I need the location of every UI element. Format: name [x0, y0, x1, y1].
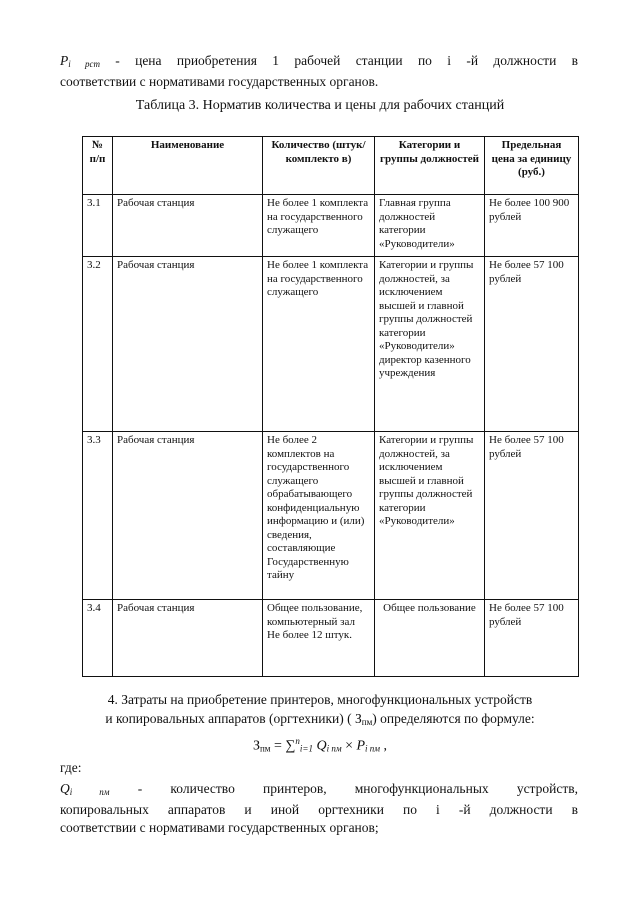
formula-sum-sign: ∑: [285, 738, 296, 754]
header-quantity: Количество (штук/комплекто в): [263, 137, 375, 195]
cell-price: Не более 57 100 рублей: [485, 600, 579, 677]
cell-num: 3.2: [83, 257, 113, 432]
section-4-line-2-end: ) определяются по формуле:: [372, 711, 535, 726]
cell-price: Не более 100 900 рублей: [485, 195, 579, 257]
bottom-paragraph: [60, 780, 578, 837]
top-paragraph: [60, 52, 578, 91]
bottom-paragraph-line-2: копировальных аппаратов и иной оргтехники по i -й должности в: [60, 802, 578, 817]
cell-name: Рабочая станция: [113, 432, 263, 600]
formula-p-sub: i пм: [365, 743, 381, 754]
top-paragraph-line-1-text: - цена приобретения 1 рабочей станции по i -й должности в: [99, 53, 578, 68]
table-caption: Таблица 3. Норматив количества и цены для рабочих станций: [135, 98, 505, 113]
table-row: [83, 600, 579, 677]
top-paragraph-line-2: соответствии с нормативами государственных органов.: [60, 74, 379, 89]
cell-name: Рабочая станция: [113, 600, 263, 677]
formula-end: ,: [380, 738, 388, 754]
price-symbol-subscript: i рст: [68, 59, 100, 69]
cell-categories: Главная группа должностей категории «Руководители»: [375, 195, 485, 257]
formula-lhs: З: [252, 738, 260, 754]
section-4-subscript: пм: [361, 717, 373, 727]
table-row: [83, 257, 579, 432]
quantity-symbol: Q: [60, 781, 70, 796]
cell-quantity: Не более 2 комплектов на государственного служащего обрабатывающего конфиденциальную информацию и (или) сведения, составляющие Государственную тайну: [263, 432, 375, 600]
cell-name: Рабочая станция: [113, 257, 263, 432]
bottom-paragraph-line-1-text: - количество принтеров, многофункциональных устройств,: [109, 781, 578, 796]
norm-table: [82, 136, 579, 677]
formula-p: P: [356, 738, 366, 754]
formula-lhs-sub: пм: [259, 743, 271, 754]
bottom-paragraph-line-3: соответствии с нормативами государственных органов;: [60, 820, 379, 835]
formula-q: Q: [316, 738, 327, 754]
cell-num: 3.1: [83, 195, 113, 257]
formula: [0, 736, 640, 755]
header-price: Предельная цена за единицу (руб.): [485, 137, 579, 195]
price-symbol: P: [60, 53, 69, 68]
cell-quantity: Общее пользование, компьютерный зал Не более 12 штук.: [263, 600, 375, 677]
quantity-symbol-subscript: i пм: [69, 787, 110, 797]
header-name: Наименование: [113, 137, 263, 195]
cell-price: Не более 57 100 рублей: [485, 432, 579, 600]
cell-categories: Общее пользование: [375, 600, 485, 677]
table-row: [83, 432, 579, 600]
formula-sum-sup: n: [295, 736, 300, 746]
header-num: № п/п: [83, 137, 113, 195]
cell-quantity: Не более 1 комплекта на государственного служащего: [263, 195, 375, 257]
cell-num: 3.3: [83, 432, 113, 600]
formula-times: ×: [341, 738, 357, 754]
cell-quantity: Не более 1 комплекта на государственного служащего: [263, 257, 375, 432]
formula-sum-sub: i=1: [299, 743, 313, 754]
section-4-line-1: 4. Затраты на приобретение принтеров, многофункциональных устройств: [107, 692, 533, 707]
section-4-paragraph: [60, 690, 580, 732]
bottom-paragraph-line-1: [60, 780, 578, 801]
formula-q-sub: i пм: [326, 743, 342, 754]
top-paragraph-line-1: [60, 52, 578, 73]
section-4-line-2: [60, 709, 580, 732]
header-categories: Категории и группы должностей: [375, 137, 485, 195]
table-header-row: [83, 137, 579, 195]
cell-categories: Категории и группы должностей, за исключением высшей и главной группы должностей категории «Руководители»: [375, 432, 485, 600]
cell-price: Не более 57 100 рублей: [485, 257, 579, 432]
table-row: [83, 195, 579, 257]
formula-equals: =: [270, 738, 286, 754]
section-4-line-2-text: и копировальных аппаратов (оргтехники) ( З: [105, 711, 362, 726]
cell-categories: Категории и группы должностей, за исключением высшей и главной группы должностей категории «Руководители» директор казенного учреждения: [375, 257, 485, 432]
cell-name: Рабочая станция: [113, 195, 263, 257]
cell-num: 3.4: [83, 600, 113, 677]
where-label: где:: [60, 760, 82, 775]
